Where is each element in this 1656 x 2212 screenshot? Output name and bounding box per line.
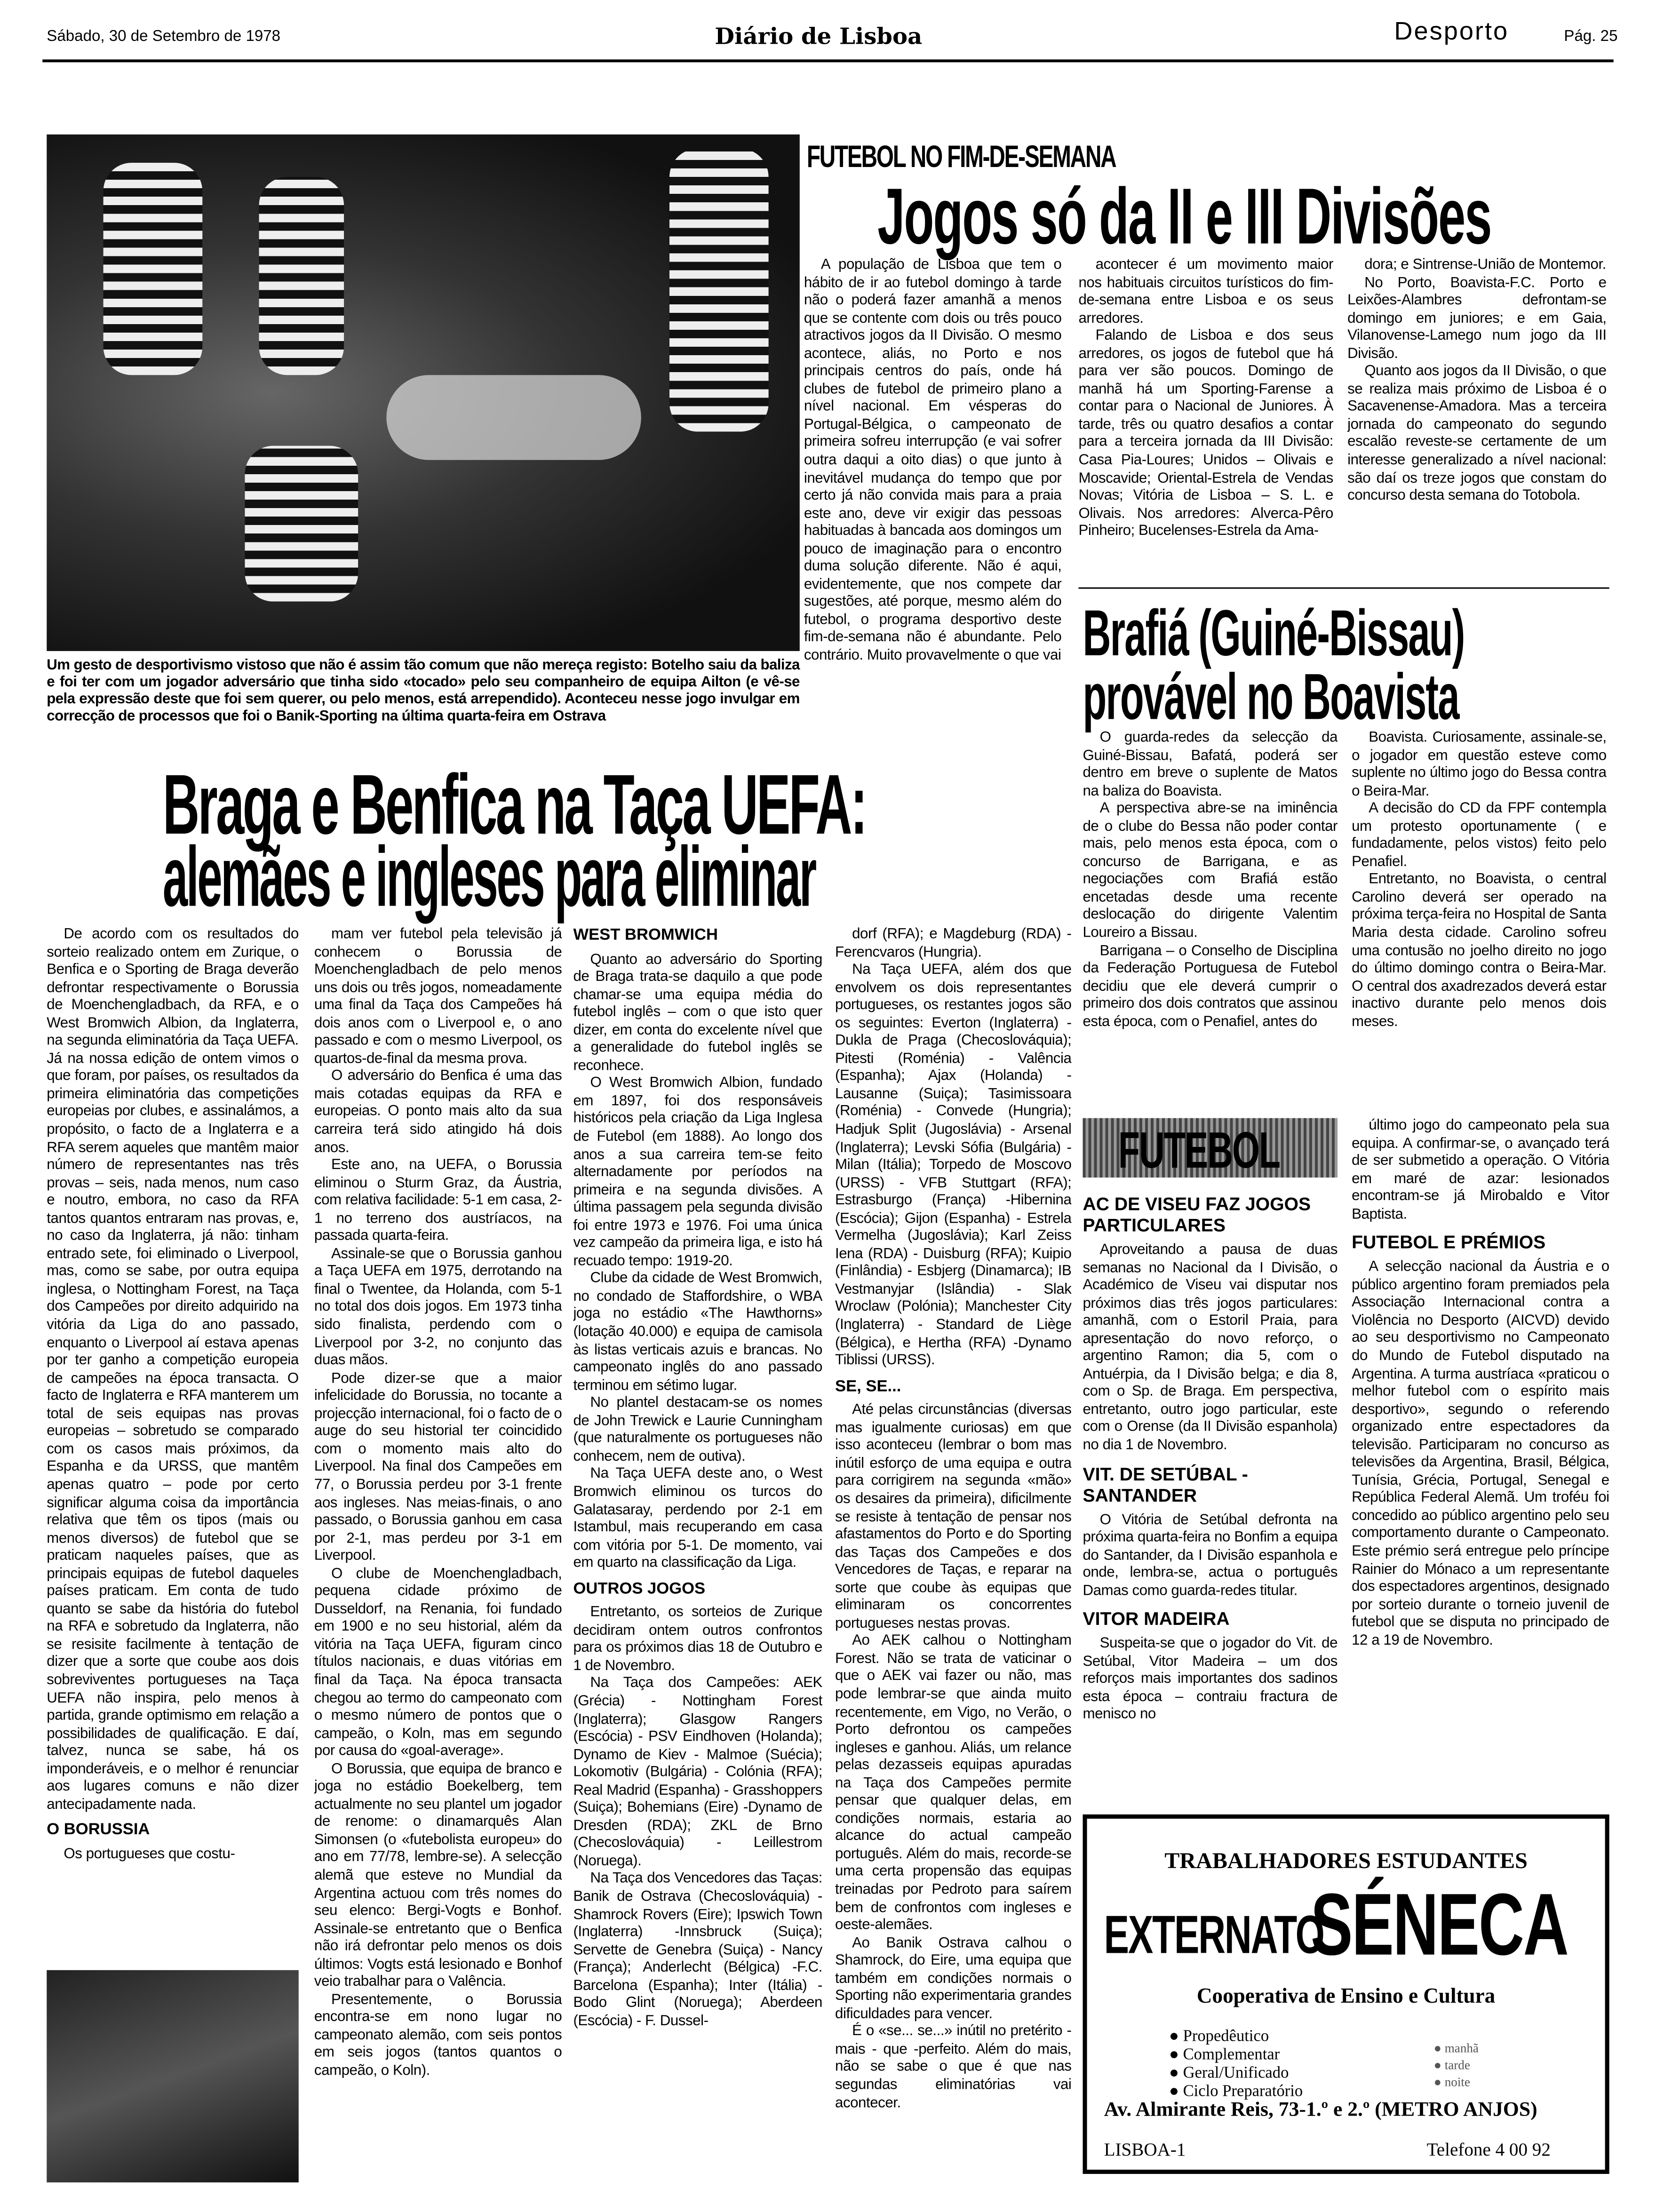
paragraph: Falando de Lisboa e dos seus arredores, os jogos de futebol que há para ver são poucos. Domingo de manhã há um Sporting-Farense a contar para o Nacional de Juniores. À tarde, três ou quatro desafios a contar para a terceira jornada da III Divisão: Casa Pia-Loures; Unidos – Olivais e Moscavide; Oriental-Estrela de Vendas Novas; Vitória de Lisboa – S. L. e Olivais. Nos arredores: Alverca-Pêro Pinheiro; Bucelenses-Estrela da Ama- (1078, 328, 1334, 540)
subheading: WEST BROMWICH (573, 927, 718, 944)
paragraph: dora; e Sintrense-União de Montemor. (1364, 257, 1606, 273)
paragraph: Pode dizer-se que a maior infelicidade do Borussia, no tocante a projecção internacional, foi o facto de o auge do seu historial ter coincidido com o momento mais alto do Liverpool. Na final dos Campeões em 77, o Borussia perdeu por 3-1 frente aos ingleses. Nas meias-finais, o ano passado, o Borussia ganhou em casa por 2-1, mas perdeu por 3-1 em Liverpool. (314, 1371, 562, 1564)
article-column (1078, 258, 1333, 583)
paragraph: De acordo com os resultados do sorteio realizado ontem em Zurique, o Benfica e o Sporting de Braga deverão defrontar respectivamente o Borussia de Moenchengladbach, da RFA, e o West Bromwich Albion, da Inglaterra, na segunda eliminatória da Taça UEFA. Já na nossa edição de ontem vimos o que foram, por países, os resultados da primeira eliminatória das competições europeias por clubes, e assinalámos, a propósito, o facto de a Inglaterra e a RFA serem aqueles que mantêm maior número de representantes nas três provas – seis, nada menos, num caso e noutro, embora, no caso da RFA tantos quantos entraram nas provas, e, no caso da Inglaterra, já não: tinham entrado sete, foi eliminado o Liverpool, mas, como se sabe, por outra equipa inglesa, o Nottingham Forest, na Taça dos Campeões por direito adquirido na vitória da Liga do ano passado, enquanto o Liverpool aí estava apenas por ter ganho a competição europeia de campeões na época transacta. O facto de Inglaterra e RFA manterem um total de seis equipas nas provas europeias – sobretudo se comparado com os casos mais próximos, da Espanha e da URSS, que mantêm apenas quatro – pode por certo significar alguma coisa da importância relativa que têm os tipos (mais ou menos diversos) de futebol que se praticam naqueles países, que as principais equipas de futebol daqueles países praticam. Em conta de tudo quanto se sabe da história do futebol na RFA e sobretudo da Inglaterra, não se resisite facilmente à tentação de dizer que a sorte que coube aos dois sobreviventes portugueses na Taça UEFA não inspira, pelo menos à partida, grande optimismo em relação a possibilidades de qualificação. E daí, talvez, nunca se sabe, há os imponderáveis, e o melhor é renunciar aos lugares comuns e não dizer antecipadamente nada. (47, 927, 299, 1813)
article-headline: Jogos só da II e III Divisões (877, 171, 1491, 261)
paragraph: O guarda-redes da selecção da Guiné-Bissau, Bafatá, poderá ser dentro em breve o suplente de Matos na baliza do Boavista. (1083, 730, 1338, 799)
paragraph: Na Taça dos Campeões: AEK (Grécia) - Nottingham Forest (Inglaterra); Glasgow Rangers (Escócia) - PSV Eindhoven (Holanda); Dynamo de Kiev - Malmoe (Suécia); Lokomotiv (Bulgária) - Colónia (RFA); Real Madrid (Espanha) - Grasshoppers (Suiça); Bohemians (Eire) -Dynamo de Dresden (RDA); ZKL de Brno (Checoslováquia) - Leillestrom (Noruega). (573, 1676, 822, 1870)
ad-shift: ● noite (1433, 2075, 1470, 2089)
article-column (573, 920, 822, 2187)
ad-name-externato: EXTERNATO (1104, 1906, 1324, 1966)
small-photo (47, 1970, 299, 2182)
paragraph: Quanto ao adversário do Sporting de Braga trata-se daquilo a que pode chamar-se uma equipa média do futebol inglês – com o que isto quer dizer, em conta do excelente nível que a generalidade do futebol inglês se reconhece. (573, 952, 822, 1074)
ad-course: ● Propedêutico (1169, 2028, 1269, 2045)
issue-date: Sábado, 30 de Setembro de 1978 (47, 28, 281, 46)
externato-seneca-ad (1083, 1814, 1609, 2174)
subheading: FUTEBOL E PRÉMIOS (1352, 1232, 1546, 1253)
paragraph: Boavista. Curiosamente, assinale-se, o jogador em questão esteve como suplente no último jogo do Bessa contra o Beira-Mar. (1352, 730, 1607, 799)
paragraph: O clube de Moenchengladbach, pequena cidade próximo de Dusseldorf, na Renania, foi fundado em 1900 e no seu historial, além da vitória na Taça UEFA, figuram cinco títulos nacionais, e duas vitórias em final da Taça. Na época transacta chegou ao termo do campeonato com o mesmo número de pontos que o campeão, o Koln, mas em segundo por causa do «goal-average». (314, 1566, 562, 1760)
paragraph: Suspeita-se que o jogador do Vit. de Setúbal, Vitor Madeira – um dos reforços mais importantes dos sadinos esta época – contraiu fractura de menisco no (1083, 1636, 1338, 1723)
paragraph: Ao AEK calhou o Nottingham Forest. Não se trata de vaticinar o que o AEK vai fazer ou não, mas pode lembrar-se que ainda muito recentemente, em Vigo, no Verão, o Porto defrontou os campeões ingleses e ganhou. Aliás, um relance pelas dezasseis equipas apuradas na Taça dos Campeões permite pensar que qualquer delas, em condições normais, estaria ao alcance do actual campeão português. Além do mais, recorde-se uma certa propensão das equipas treinadas por Pedroto para saírem bem de confrontos com ingleses e oeste-alemães. (835, 1633, 1072, 1934)
ad-name-seneca: SÉNECA (1310, 1877, 1568, 1974)
ad-shift: ● manhã (1433, 2041, 1479, 2055)
paragraph: A perspectiva abre-se na iminência de o clube do Bessa não poder contar mais, pelo menos esta época, com o concurso de Barrigana, e as negociações com Brafiá estão encetadas desde uma recente deslocação do dirigente Valentim Loureiro a Bissau. (1083, 801, 1338, 941)
paragraph: Entretanto, no Boavista, o central Carolino deverá ser operado na próxima terça-feira no Hospital de Santa Maria desta cidade. Carolino sofreu uma contusão no joelho direito no jogo do último domingo contra o Beira-Mar. O central dos axadrezados deverá estar inactivo durante pelo menos dois meses. (1352, 872, 1607, 1030)
article-column (1083, 1186, 1338, 1781)
article-kicker: FUTEBOL NO FIM-DE-SEMANA (806, 138, 1116, 175)
photo-caption: Um gesto de desportivismo vistoso que não é assim tão comum que não mereça registo: Botelho saiu da baliza e foi ter com um jogador adversário que tinha sido «tocado» pelo seu companheiro de equipa Ailton (e vê-se pela expressão deste que foi sem querer, ou pelo menos, está arrependido). Aconteceu nesse jogo invulgar em correcção de processos que foi o Banik-Sporting na última quarta-feira em Ostrava (47, 658, 800, 725)
header-rule (42, 59, 1613, 62)
futebol-banner (1083, 1118, 1338, 1178)
article-column (1352, 730, 1607, 1098)
paragraph: Ao Banik Ostrava calhou o Shamrock, do Eire, uma equipa que também em condições normais o Sporting não experimentaria grandes dificuldades para vencer. (835, 1935, 1072, 2022)
ad-course: ● Ciclo Preparatório (1169, 2083, 1303, 2101)
ad-course-list (1169, 2028, 1303, 2101)
subheading: SE, SE... (835, 1378, 901, 1395)
ad-course: ● Complementar (1169, 2046, 1280, 2064)
article-headline: Brafiá (Guiné-Bissau) (1083, 596, 1465, 670)
ad-address: Av. Almirante Reis, 73-1.º e 2.º (METRO ANJOS) (1104, 2099, 1537, 2122)
paragraph: A decisão do CD da FPF contempla um protesto oportunamente ( e fundadamente, pelos vistos) feito pelo Penafiel. (1352, 801, 1607, 870)
paragraph: No plantel destacam-se os nomes de John Trewick e Laurie Cunningham (que naturalmente os portugueses não conhecem, nem de outiva). (573, 1396, 822, 1465)
subheading: VITOR MADEIRA (1083, 1608, 1230, 1630)
paragraph: Na Taça UEFA deste ano, o West Bromwich eliminou os turcos do Galatasaray, perdendo por 2-1 em Istambul, mais recuperando em casa com vitória por 5-1. De momento, vai em quarto na classificação da Liga. (573, 1467, 822, 1571)
divider (1078, 588, 1609, 589)
paragraph: O Borussia, que equipa de branco e joga no estádio Boekelberg, tem actualmente no seu plantel um jogador de renome: o dinamarquês Alan Simonsen (o «futebolista europeu» do ano em 77/78, lembre-se). A selecção alemã que esteve no Mundial da Argentina actuou com três nomes do seu elenco: Bergi-Vogts e Bonhof. Assinale-se entretanto que o Benfica não irá defrontar pelo menos os dois últimos: Vogts está lesionado e Bonhof veio trabalhar para o Valência. (314, 1761, 562, 1990)
ad-course: ● Geral/Unificado (1169, 2065, 1289, 2082)
article-column (47, 927, 299, 1960)
masthead: Diário de Lisboa (715, 23, 923, 50)
subheading: OUTROS JOGOS (573, 1580, 706, 1598)
paragraph: O adversário do Benfica é uma das mais cotadas equipas da RFA e europeias. O ponto mais alto da sua carreira terá sido atingido há dois anos. (314, 1069, 562, 1156)
match-photo (47, 135, 800, 651)
page-number: Pág. 25 (1564, 28, 1618, 46)
article-column (835, 927, 1071, 2187)
article-column (1083, 730, 1338, 1098)
paragraph: Clube da cidade de West Bromwich, no condado de Staffordshire, o WBA joga no estádio «The Hawthorns» (lotação 40.000) e equipa de camisola às listas verticais azuis e brancas. No campeonato inglês do ano passado terminou em sétimo lugar. (573, 1271, 822, 1394)
paragraph: O West Bromwich Albion, fundado em 1897, foi dos responsáveis históricos pela criação da Liga Inglesa de Futebol (em 1888). Ao longo dos anos a sua carreira tem-se feito alternadamente por períodos na primeira e na segunda divisões. A última passagem pela segunda divisão foi entre 1973 e 1976. Foi uma única vez campeão da primeira liga, e isto há recuado tempo: 1919-20. (573, 1076, 822, 1270)
paragraph: mam ver futebol pela televisão já conhecem o Borussia de Moenchengladbach de pelo menos uns dois ou três jogos, nomeadamente uma final da Taça dos Campeões há dois anos com o Liverpool e, o ano passado e com o mesmo Liverpool, os quartos-de-final da mesma prova. (314, 927, 562, 1067)
subheading: AC DE VISEU FAZ JOGOS PARTICULARES (1083, 1193, 1311, 1236)
paragraph: Os portugueses que costu- (64, 1846, 235, 1862)
article-column (1352, 1118, 1609, 1783)
paragraph: Na Taça UEFA, além dos que envolvem os dois representantes portugueses, os restantes jogos são os seguintes: Everton (Inglaterra) - Dukla de Praga (Checoslováquia); Pitesti (Roménia) - Valência (Espanha); Ajax (Holanda) - Lausanne (Suiça); Tasimissoara (Roménia) - Convede (Hungria); Hadjuk Split (Jugoslávia) - Arsenal (Inglaterra); Levski Sófia (Bulgária) - Milan (Itália); Torpedo de Moscovo (URSS) - VFB Stuttgart (RFA); Estrasburgo (França) -Hibernina (Escócia); Gijon (Espanha) - Estrela Vermelha (Jugoslávia); Karl Zeiss Iena (RDA) - Duisburg (RFA); Kuipio (Finlândia) - Esbjerg (Dinamarca); IB Vestmanyjar (Islândia) - Slak Wroclaw (Polónia); Manchester City (Inglaterra) - Standard de Liège (Bélgica), e Hertha (RFA) -Dynamo Tiblissi (URSS). (835, 963, 1072, 1369)
futebol-banner-label: FUTEBOL (1118, 1121, 1280, 1179)
paragraph: último jogo do campeonato pela sua equipa. A confirmar-se, o avançado terá de ser submetido a operação. O Vitória em maré de azar: lesionados encontram-se já Mirobaldo e Vitor Baptista. (1352, 1118, 1609, 1223)
ad-phone: Telefone 4 00 92 (1426, 2138, 1551, 2160)
paragraph: No Porto, Boavista-F.C. Porto e Leixões-Alambres defrontam-se domingo em juniores; e em Gaia, Vilanovense-Lamego num jogo da III Divisão. (1347, 275, 1607, 362)
paragraph: Assinale-se que o Borussia ganhou a Taça UEFA em 1975, derrotando na final o Twentee, da Holanda, com 5-1 no total dos dois jogos. Em 1973 tinha sido finalista, perdendo com o Liverpool por 3-2, no conjunto das duas mãos. (314, 1247, 562, 1369)
paragraph: A população de Lisboa que tem o hábito de ir ao futebol domingo à tarde não o poderá fazer amanhã a menos que se contente com dois ou três pouco atractivos jogos da II Divisão. O mesmo acontece, aliás, no Porto e nos principais centros do país, onde há clubes de futebol de primeiro plano a nível nacional. Em vésperas do Portugal-Bélgica, o campeonato de primeira sofreu interrupção (e vai sofrer outra daqui a oito dias) o que junto à inevitável mudança do tempo que por certo já não convida mais para a praia este ano, deve vir exigir das pessoas habituadas à bancada aos domingos um pouco de imaginação para o encontro duma solução diferente. Não é aqui, evidentemente, que nos compete dar sugestões, até porque, mesmo além do futebol, o programa desportivo deste fim-de-semana não é abundante. Pelo contrário. Muito provavelmente o que vai (804, 257, 1062, 664)
paragraph: É o «se... se...» inútil no pretérito - mais - que -perfeito. Além do mais, não se sabe o que é que nas segundas eliminatórias vai acontecer. (835, 2024, 1072, 2111)
paragraph: Este ano, na UEFA, o Borussia eliminou o Sturm Graz, da Áustria, com relativa facilidade: 5-1 em casa, 2-1 no terreno dos austríacos, na passada quarta-feira. (314, 1158, 562, 1245)
article-headline: alemães e ingleses para eliminar (162, 829, 815, 924)
subheading: O BORUSSIA (47, 1822, 150, 1839)
ad-top-line: TRABALHADORES ESTUDANTES (1164, 1850, 1528, 1874)
section-name: Desporto (1394, 17, 1509, 46)
paragraph: Presentemente, o Borussia encontra-se em nono lugar no campeonato alemão, com seis pontos em seis jogos (tantos quantos o campeão, o Koln). (314, 1992, 562, 2079)
paragraph: Quanto aos jogos da II Divisão, o que se realiza mais próximo de Lisboa é o Sacavenense-Amadora. Mas a terceira jornada do campeonato do segundo escalão reveste-se certamente de um interesse generalizado a nível nacional: são daí os treze jogos que constam do concurso desta semana do Totobola. (1347, 364, 1607, 504)
subheading: VIT. DE SETÚBAL -SANTANDER (1083, 1463, 1248, 1505)
article-column (804, 258, 1062, 746)
paragraph: O Vitória de Setúbal defronta na próxima quarta-feira no Bonfim a equipa do Santander, da I Divisão espanhola e onde, lembra-se, actua o português Damas como guarda-redes titular. (1083, 1512, 1338, 1599)
article-column (1347, 258, 1607, 583)
ad-shift: ● tarde (1433, 2058, 1470, 2072)
paragraph: A selecção nacional da Áustria e o público argentino foram premiados pela Associação Internacional contra a Violência no Desporto (AICVD) devido ao seu desportivismo no Campeonato do Mundo de Futebol disputado na Argentina. A turma austríaca «praticou o melhor futebol com o espírito mais desportivo», segundo o referendo organizado entre espectadores da televisão. Participaram no concurso as televisões da Argentina, Brasil, Bélgica, Tunísia, Grécia, Portugal, Senegal e República Federal Alemã. Um troféu foi concedido ao público argentino pelo seu comportamento durante o Campeonato. Este prémio será entregue pelo príncipe Rainier do Mónaco a um representante dos espectadores argentinos, designado por sorteio durante o torneio juvenil de futebol que se disputa no principado de 12 a 19 de Novembro. (1352, 1260, 1609, 1649)
paragraph: Na Taça dos Vencedores das Taças: Banik de Ostrava (Checoslováquia) - Shamrock Rovers (Eire); Ipswich Town (Inglaterra) -Innsbruck (Suiça); Servette de Genebra (Suiça) - Nancy (França); Anderlecht (Bélgica) -F.C. Barcelona (Espanha); Inter (Itália) - Bodo Glint (Noruega); Aberdeen (Escócia) - F. Dussel- (573, 1871, 822, 2029)
article-column (314, 927, 562, 2187)
paragraph: Aproveitando a pausa de duas semanas no Nacional da I Divisão, o Académico de Viseu vai disputar nos próximos dias três jogos particulares: amanhã, com o Estoril Praia, para apresentação do novo reforço, o argentino Ramon; dia 5, com o Antuérpia, da I Divisão belga; e dia 8, com o Sp. de Braga. Em perspectiva, entretanto, outro jogo particular, este com o Orense (da II Divisão espanhola) no dia 1 de Novembro. (1083, 1242, 1338, 1454)
paragraph: acontecer é um movimento maior nos habituais circuitos turísticos do fim-de-semana entre Lisboa e os seus arredores. (1078, 257, 1334, 326)
article-headline: provável no Boavista (1083, 659, 1459, 733)
ad-city: LISBOA-1 (1104, 2138, 1186, 2160)
article-headline: Braga e Benfica na Taça UEFA: (162, 757, 866, 852)
paragraph: dorf (RFA); e Magdeburg (RDA) -Ferencvaros (Hungria). (835, 927, 1072, 961)
paragraph: Entretanto, os sorteios de Zurique decidiram ontem outros confrontos para os próximos dias 18 de Outubro e 1 de Novembro. (573, 1605, 822, 1674)
ad-shift-list (1434, 2039, 1479, 2090)
paragraph: Barrigana – o Conselho de Disciplina da Federação Portuguesa de Futebol decidiu que ele deverá cumprir o primeiro dos dois contratos que assinou esta época, com o Penafiel, antes do (1083, 943, 1338, 1030)
paragraph: Até pelas circunstâncias (diversas mas igualmente curiosas) em que isso aconteceu (lembrar o bom mas inútil esforço de uma equipa e outra para corrigirem na segunda «mão» os desaires da primeira), dificilmente se resiste à tentação de pensar nos afastamentos do Porto e do Sporting das Taças dos Campeões e dos Vencedores de Taças, e reparar na sorte que coube às equipas que eliminaram os concorrentes portugueses nestas provas. (835, 1403, 1072, 1632)
ad-subtitle: Cooperativa de Ensino e Cultura (1196, 1985, 1496, 2009)
